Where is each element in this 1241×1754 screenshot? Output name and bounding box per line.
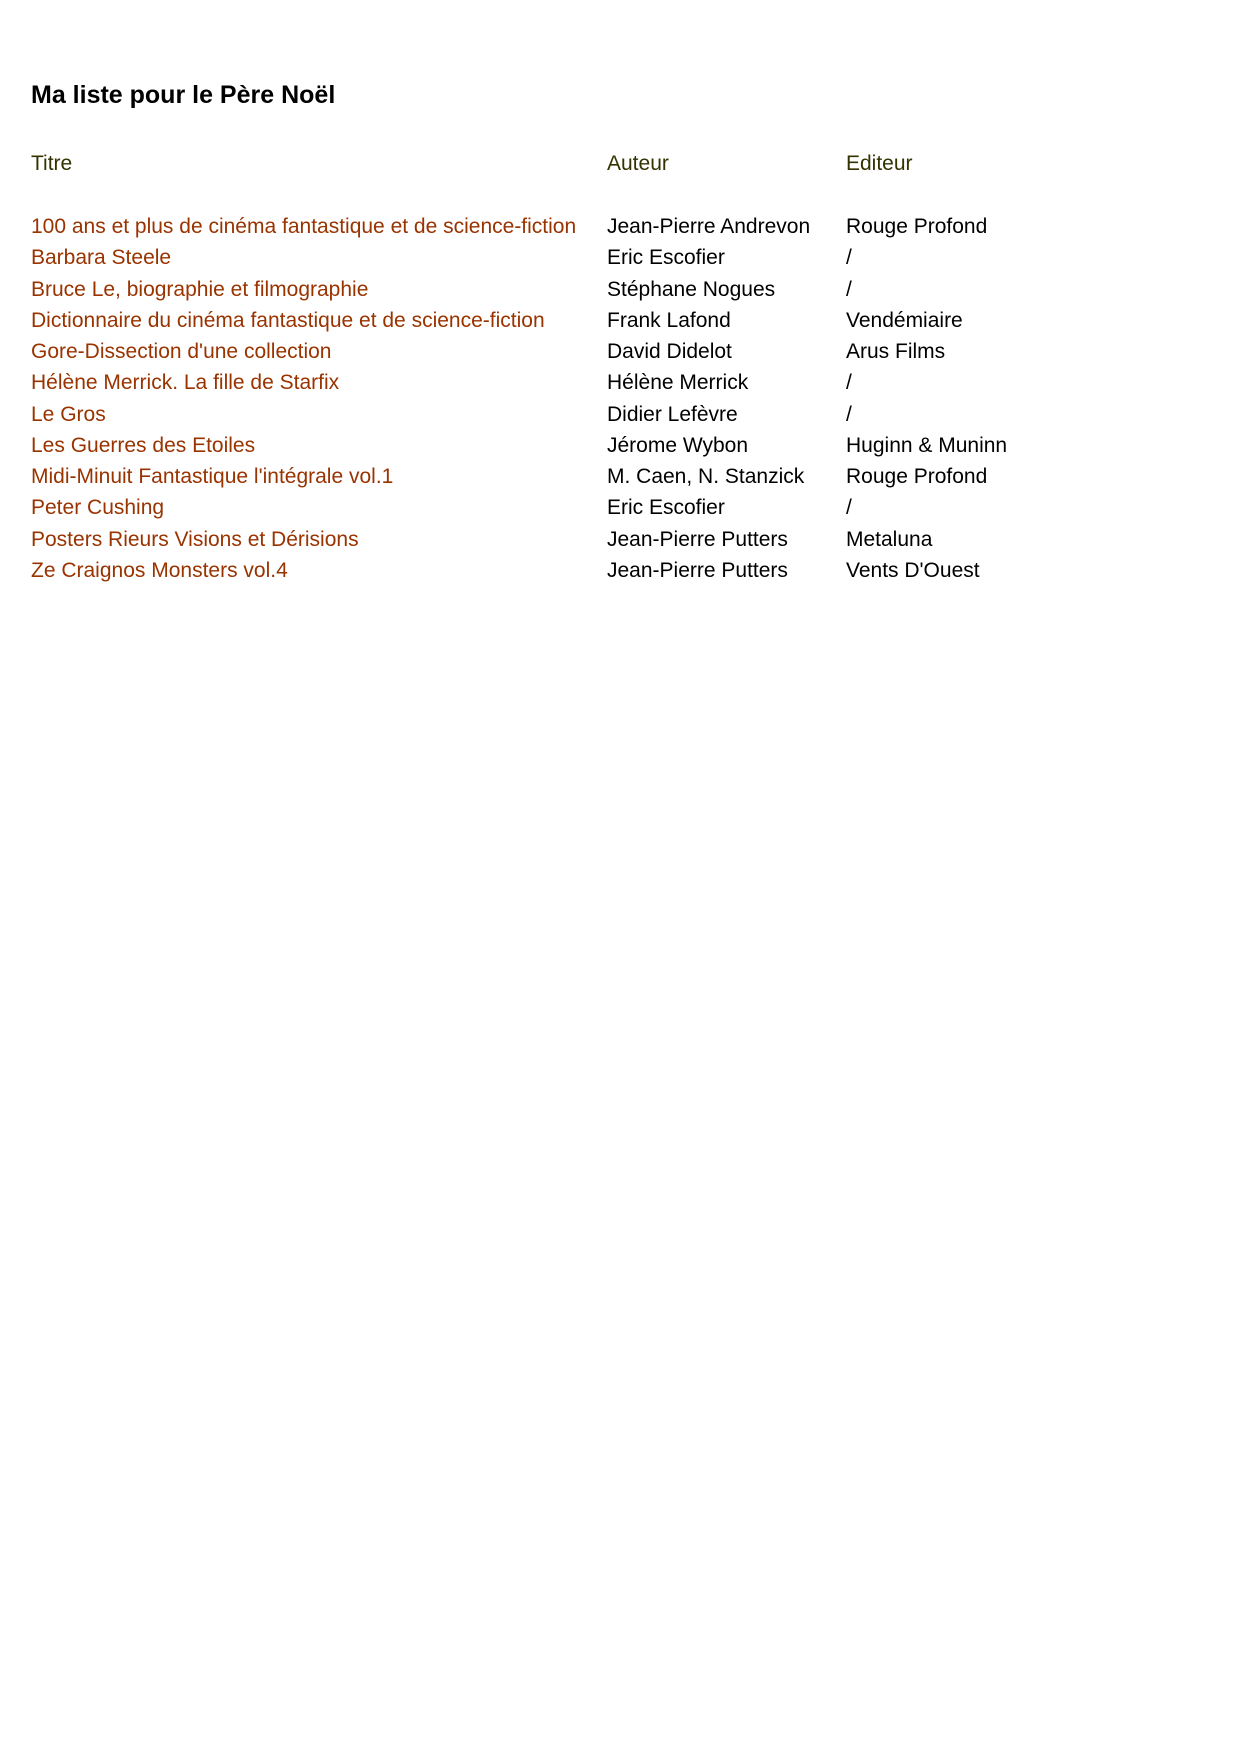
book-title: Peter Cushing [31, 496, 165, 520]
table-row [0, 308, 1241, 339]
book-author: Jean-Pierre Andrevon [607, 215, 811, 238]
book-title: Posters Rieurs Visions et Dérisions [31, 527, 359, 551]
book-title: Les Guerres des Etoiles [31, 433, 256, 457]
book-editor: Rouge Profond [846, 465, 988, 488]
book-author: Eric Escofier [607, 246, 725, 270]
table-row [0, 214, 1241, 245]
book-editor: / [846, 246, 852, 270]
table-row [0, 402, 1241, 433]
table-row [0, 339, 1241, 370]
book-author: Jean-Pierre Putters [607, 558, 788, 582]
book-editor: Vendémiaire [846, 308, 963, 332]
book-author: Jean-Pierre Putters [607, 527, 788, 551]
book-title: Dictionnaire du cinéma fantastique et de science-fiction [31, 308, 545, 332]
book-author: Jérome Wybon [607, 433, 749, 457]
book-editor: / [846, 371, 852, 395]
book-author: Hélène Merrick [607, 371, 749, 395]
table-row [0, 558, 1241, 589]
book-author: Eric Escofier [607, 496, 725, 520]
book-editor: Arus Films [846, 340, 946, 363]
document-title: Ma liste pour le Père Noël [31, 81, 336, 109]
table-row [0, 370, 1241, 401]
column-header-title: Titre [31, 152, 73, 175]
book-editor: / [846, 496, 852, 520]
column-header-editor: Editeur [846, 152, 913, 175]
book-author: David Didelot [607, 340, 732, 363]
book-author: Frank Lafond [607, 308, 731, 332]
book-title: Gore-Dissection d'une collection [31, 340, 332, 363]
book-editor: Vents D'Ouest [846, 558, 980, 582]
table-row [0, 433, 1241, 464]
book-editor: / [846, 277, 852, 301]
book-title: Ze Craignos Monsters vol.4 [31, 558, 288, 582]
book-title: Barbara Steele [31, 246, 172, 270]
table-row [0, 527, 1241, 558]
book-editor: / [846, 402, 852, 426]
column-header-author: Auteur [607, 152, 669, 175]
book-title: Midi-Minuit Fantastique l'intégrale vol.1 [31, 465, 394, 488]
book-author: M. Caen, N. Stanzick [607, 465, 805, 488]
table-row [0, 464, 1241, 495]
book-editor: Rouge Profond [846, 215, 988, 238]
book-list [0, 214, 1241, 589]
book-title: Le Gros [31, 402, 106, 426]
book-author: Stéphane Nogues [607, 277, 776, 301]
book-editor: Metaluna [846, 527, 933, 551]
book-title: Bruce Le, biographie et filmographie [31, 277, 369, 301]
book-editor: Huginn & Muninn [846, 433, 1008, 457]
table-header-row [0, 152, 1241, 180]
table-row [0, 245, 1241, 276]
book-title: 100 ans et plus de cinéma fantastique et de science-fiction [31, 215, 577, 238]
table-row [0, 277, 1241, 308]
table-row [0, 495, 1241, 526]
book-title: Hélène Merrick. La fille de Starfix [31, 371, 340, 395]
book-author: Didier Lefèvre [607, 402, 738, 426]
